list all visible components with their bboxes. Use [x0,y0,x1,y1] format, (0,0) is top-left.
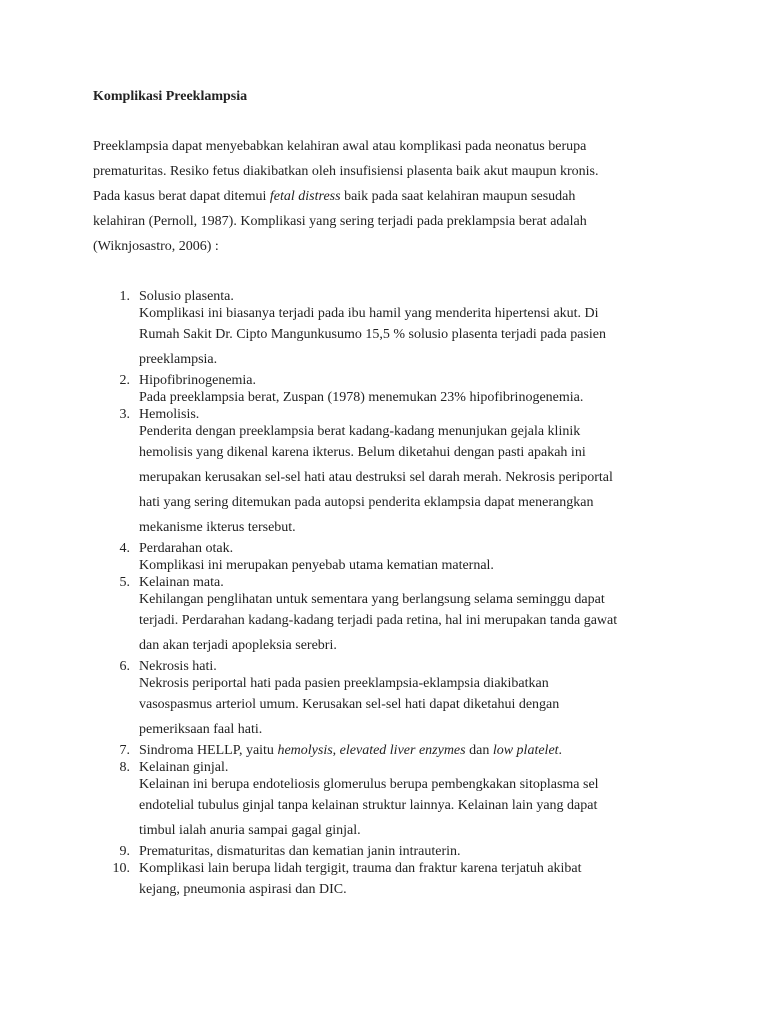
list-item-title: Solusio plasenta. [139,289,234,304]
list-item-line: merupakan kerusakan sel-sel hati atau destruksi sel darah merah. Nekrosis periportal [139,470,613,485]
list-number: 9. [119,844,130,859]
intro-line: Pada kasus berat dapat ditemui fetal distress baik pada saat kelahiran maupun sesudah [93,189,576,204]
list-item-title: Sindroma HELLP, yaitu hemolysis, elevated liver enzymes dan low platelet. [139,743,563,758]
list-item-line: kejang, pneumonia aspirasi dan DIC. [139,882,347,897]
list-item-line: preeklampsia. [139,352,218,367]
list-item-title: Prematuritas, dismaturitas dan kematian janin intrauterin. [139,844,461,859]
list-item-title: Kelainan ginjal. [139,760,229,775]
list-item-line: pemeriksaan faal hati. [139,722,263,737]
list-item-title: Hipofibrinogenemia. [139,373,257,388]
list-item-title: Komplikasi lain berupa lidah tergigit, trauma dan fraktur karena terjatuh akibat [139,861,582,876]
list-item [0,658,768,742]
hemolysis-term: hemolysis [277,743,333,758]
list-item [0,406,768,540]
list-number: 3. [119,407,130,422]
list-item-line: Komplikasi ini biasanya terjadi pada ibu hamil yang menderita hipertensi akut. Di [139,306,599,321]
list-item-line: mekanisme ikterus tersebut. [139,520,296,535]
list-number: 8. [119,760,130,775]
list-item-line: terjadi. Perdarahan kadang-kadang terjadi pada retina, hal ini merupakan tanda gawat [139,613,618,628]
list-item-line: Komplikasi ini merupakan penyebab utama kematian maternal. [139,558,494,573]
fetal-distress-term: fetal distress [269,189,341,204]
list-number: 1. [119,289,130,304]
list-item [0,742,768,759]
list-item-line: hemolisis yang dikenal karena ikterus. Belum diketahui dengan pasti apakah ini [139,445,586,460]
list-item-title: Perdarahan otak. [139,541,234,556]
list-number: 4. [119,541,130,556]
list-number: 6. [119,659,130,674]
intro-line: (Wiknjosastro, 2006) : [93,239,219,254]
list-number: 7. [119,743,130,758]
low-platelet-term: low platelet [492,743,559,758]
list-item-line: Rumah Sakit Dr. Cipto Mangunkusumo 15,5 % solusio plasenta terjadi pada pasien [139,327,606,342]
list-item [0,372,768,406]
intro-line: kelahiran (Pernoll, 1987). Komplikasi yang sering terjadi pada preklampsia berat adalah [93,214,587,229]
list-item [0,288,768,372]
list-item-line: Kelainan ini berupa endoteliosis glomerulus berupa pembengkakan sitoplasma sel [139,777,599,792]
list-item-title: Hemolisis. [139,407,200,422]
list-item-title: Kelainan mata. [139,575,224,590]
list-item-title: Nekrosis hati. [139,659,217,674]
complication-list [0,288,768,902]
intro-line: prematuritas. Resiko fetus diakibatkan oleh insufisiensi plasenta baik akut maupun kronis. [93,164,599,179]
document-title: Komplikasi Preeklampsia [93,89,248,104]
list-item [0,540,768,574]
list-item-line: Kehilangan penglihatan untuk sementara yang berlangsung selama seminggu dapat [139,592,605,607]
list-item-line: dan akan terjadi apopleksia serebri. [139,638,337,653]
list-item-line: timbul ialah anuria sampai gagal ginjal. [139,823,361,838]
intro-line: Preeklampsia dapat menyebabkan kelahiran awal atau komplikasi pada neonatus berupa [93,139,587,154]
list-item-line: Penderita dengan preeklampsia berat kadang-kadang menunjukan gejala klinik [139,424,581,439]
list-item-line: hati yang sering ditemukan pada autopsi penderita eklampsia dapat menerangkan [139,495,594,510]
list-item-line: endotelial tubulus ginjal tanpa kelainan struktur lainnya. Kelainan lain yang dapat [139,798,598,813]
list-number: 10. [112,861,130,876]
list-item [0,843,768,860]
list-number: 2. [119,373,130,388]
list-item [0,860,768,902]
intro-paragraph [93,134,693,259]
elevated-liver-enzymes-term: elevated liver enzymes [339,743,466,758]
list-item [0,574,768,658]
list-item [0,759,768,843]
list-item-line: Nekrosis periportal hati pada pasien preeklampsia-eklampsia diakibatkan [139,676,549,691]
list-number: 5. [119,575,130,590]
list-item-line: Pada preeklampsia berat, Zuspan (1978) menemukan 23% hipofibrinogenemia. [139,390,584,405]
list-item-line: vasospasmus arteriol umum. Kerusakan sel-sel hati dapat diketahui dengan [139,697,560,712]
